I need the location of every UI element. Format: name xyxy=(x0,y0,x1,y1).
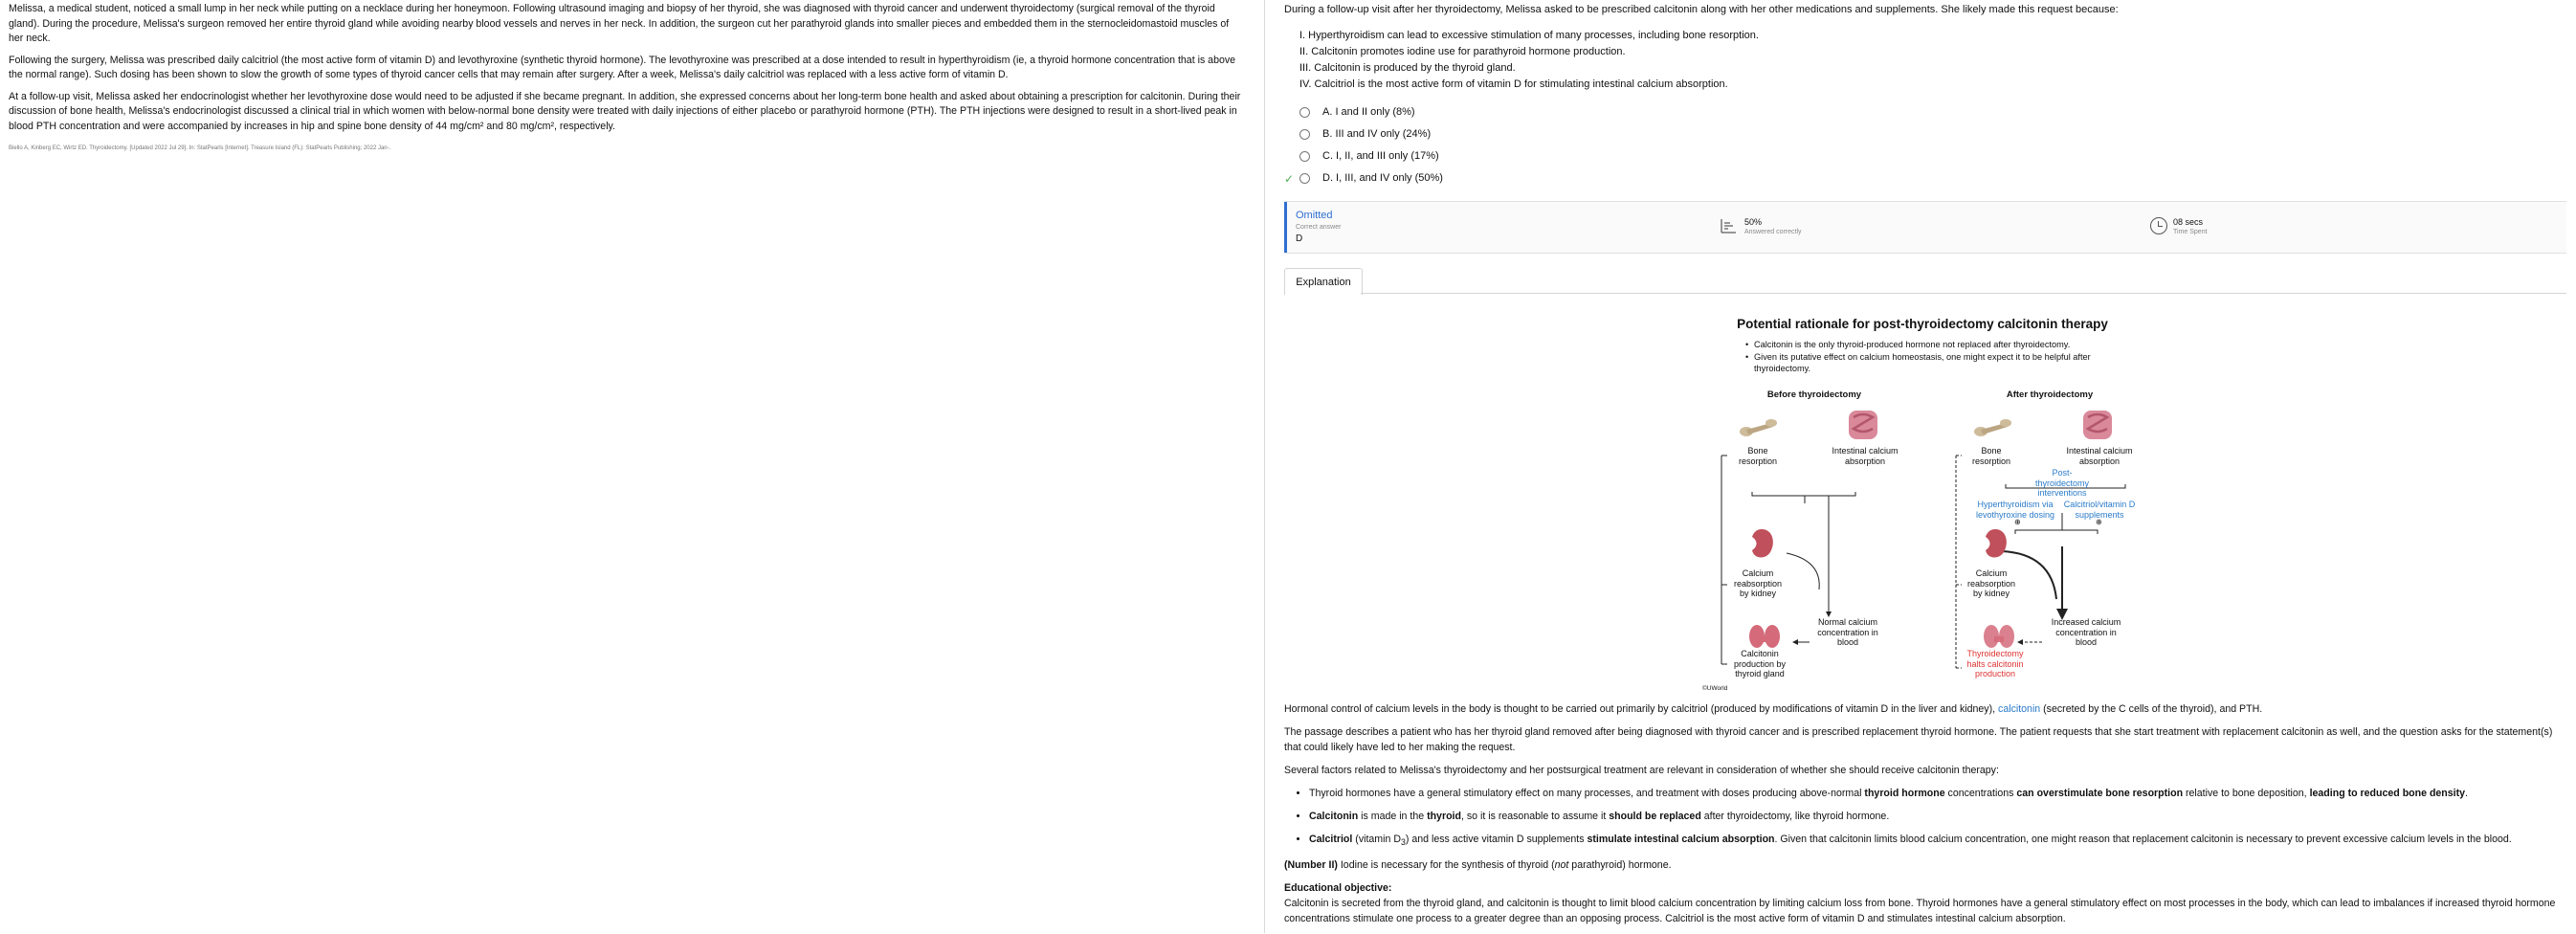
label-calcitonin-production: Calcitonin production by thyroid gland xyxy=(1733,649,1787,678)
before-heading: Before thyroidectomy xyxy=(1766,389,1862,400)
bone-icon xyxy=(1973,415,2013,440)
answer-choice-label: B. III and IV only (24%) xyxy=(1322,128,1432,140)
bold-text: thyroid hormone xyxy=(1864,788,1945,799)
label-intestinal-absorption: Intestinal calcium absorption xyxy=(1832,446,1899,466)
bold-text: stimulate intestinal calcium absorption xyxy=(1587,834,1775,845)
correct-answer-label: Correct answer xyxy=(1296,224,1342,231)
bold-text: can overstimulate bone resorption xyxy=(2016,788,2184,799)
text-span: (vitamin D xyxy=(1352,834,1401,845)
explanation-text xyxy=(1284,701,2566,934)
radio-button[interactable] xyxy=(1299,173,1310,184)
passage-citation: Biello A, Kinberg EC, Wirtz ED. Thyroidectomy. [Updated 2022 Jul 29]. In: StatPearls [Internet]. Treasure Island (FL): StatPearls Publishing; 2022 Jan-. xyxy=(9,145,391,151)
calcitonin-link[interactable]: calcitonin xyxy=(1998,703,2041,715)
checkmark-icon: ✓ xyxy=(1284,172,1295,186)
time-spent-value: 08 secs xyxy=(2173,217,2204,227)
statement-item: IV. Calcitriol is the most active form of vitamin D for stimulating intestinal calcium absorption. xyxy=(1299,78,1728,90)
text-span: Iodine is necessary for the synthesis of thyroid ( xyxy=(1337,859,1555,872)
radio-button[interactable] xyxy=(1299,129,1310,140)
answer-choice-label: C. I, II, and III only (17%) xyxy=(1322,150,1439,162)
copyright-label: ©UWorld xyxy=(1702,685,1728,692)
explanation-figure xyxy=(1702,312,2143,695)
bold-text: Calcitriol xyxy=(1309,834,1353,845)
status-omitted: Omitted xyxy=(1296,210,1333,221)
passage-paragraph: Following the surgery, Melissa was prescribed daily calcitriol (the most active form of vitamin D) and levothyroxine (synthetic thyroid hormone). The levothyroxine was prescribed at a dose intended to result in hyperthyroidism (ie, a thyroid hormone concentration that is above the normal range). Such dosing has been shown to slow the growth of some types of thyroid cancer cells that may remain after surgery. After a week, Melissa's daily calcitriol was replaced with a less active form of vitamin D. xyxy=(9,54,1236,80)
statement-item: II. Calcitonin promotes iodine use for parathyroid hormone production. xyxy=(1299,46,1626,57)
passage-pane xyxy=(0,0,1254,933)
plus-icon: ⊕ xyxy=(2096,518,2102,526)
label-increased-calcium: Increased calcium concentration in blood xyxy=(2051,617,2121,647)
text-span: after thyroidectomy, like thyroid hormone. xyxy=(1700,811,1890,822)
explanation-list xyxy=(1284,786,2566,850)
statement-item: I. Hyperthyroidism can lead to excessive stimulation of many processes, including bone resorption. xyxy=(1299,30,1759,41)
bar-chart-icon xyxy=(1720,217,1737,234)
label-bone-resorption: Bone resorption xyxy=(1738,446,1778,466)
after-heading: After thyroidectomy xyxy=(2006,389,2094,400)
figure-bullet: • Given its putative effect on calcium homeostasis, one might expect it to be helpful after thyroidectomy. xyxy=(1745,351,2128,375)
radio-button[interactable] xyxy=(1299,107,1310,118)
answer-stats-bar xyxy=(1284,201,2566,254)
explanation-list-item xyxy=(1309,832,2566,850)
text-span: Hormonal control of calcium levels in the body is thought to be carried out primarily by calcitriol (produced by modifications of vitamin D in the liver and kidney), xyxy=(1284,703,1999,715)
passage-paragraph: Melissa, a medical student, noticed a small lump in her neck while putting on a necklace during her honeymoon. Following ultrasound imaging and biopsy of her thyroid, she was diagnosed with thyroid cancer and underwent thyroidectomy (surgical removal of the thyroid gland). During the procedure, Melissa's surgeon removed her entire thyroid gland while avoiding nearby blood vessels and nerves in her neck. In addition, the surgeon cut her parathyroid glands into smaller pieces and embedded them in the sternocleidomastoid muscles of her neck. xyxy=(9,3,1230,44)
explanation-list-item xyxy=(1309,809,2566,824)
label-thyroidectomy-halts: Thyroidectomy halts calcitonin production xyxy=(1966,649,2024,678)
educational-objective-text: Calcitonin is secreted from the thyroid gland, and calcitonin is thought to limit blood calcium concentration by limiting calcium loss from bone. Thyroid hormones have a general stimulatory effect on most processes in the body, which can lead to imbalances if increased thyroid hormone concentrations stimulate one process to a greater degree than an opposing process. Calcitriol is the most active form of vitamin D and stimulates intestinal calcium absorption. xyxy=(1284,898,2556,925)
percent-correct-value: 50% xyxy=(1744,217,1763,227)
text-span: parathyroid) hormone. xyxy=(1568,859,1672,872)
passage-paragraph: At a follow-up visit, Melissa asked her endocrinologist whether her levothyroxine dose would need to be adjusted if she became pregnant. In addition, she expressed concerns about her long-term bone health and asked about obtaining a prescription for calcitonin. During their discussion of bone health, Melissa's endocrinologist discussed a clinical trial in which women with below-normal bone density were treated with daily injections of either placebo or parathyroid hormone (PTH). The PTH injections were designed to result in a short-lived peak in blood PTH concentration and were accompanied by increases in hip and spine bone density of 44 mg/cm² and 80 mg/cm², respectively. xyxy=(9,90,1241,132)
radio-button[interactable] xyxy=(1299,151,1310,162)
text-span: Thyroid hormones have a general stimulatory effect on many processes, and treatment with doses producing above-normal xyxy=(1309,788,1865,799)
answer-choice-a[interactable] xyxy=(1284,102,2566,124)
bold-text: leading to reduced bone density xyxy=(2309,788,2466,799)
question-stem: During a follow-up visit after her thyroidectomy, Melissa asked to be prescribed calcitonin along with her other medications and supplements. She likely made this request because: xyxy=(1284,4,2119,15)
label-bone-resorption: Bone resorption xyxy=(1971,446,2011,466)
explanation-paragraph: Several factors related to Melissa's thyroidectomy and her postsurgical treatment are relevant in consideration of whether she should receive calcitonin therapy: xyxy=(1284,765,1999,776)
question-pane xyxy=(1284,0,2566,933)
kidney-icon xyxy=(1982,527,2009,562)
text-span: ) and less active vitamin D supplements xyxy=(1405,834,1588,845)
thyroid-icon xyxy=(1983,623,2015,650)
label-kidney-reabsorption: Calcium reabsorption by kidney xyxy=(1733,568,1783,598)
pane-divider[interactable] xyxy=(1264,0,1265,933)
figure-bullet: • Calcitonin is the only thyroid-produced hormone not replaced after thyroidectomy. xyxy=(1745,339,2128,351)
text-span: relative to bone deposition, xyxy=(2183,788,2310,799)
answer-choice-label: A. I and II only (8%) xyxy=(1322,106,1415,118)
percent-correct-label: Answered correctly xyxy=(1744,229,1802,235)
kidney-icon xyxy=(1748,527,1775,562)
clock-icon xyxy=(2150,217,2167,234)
explanation-paragraph xyxy=(1284,701,2566,717)
text-span: is made in the xyxy=(1358,811,1428,822)
time-spent-label: Time Spent xyxy=(2173,229,2208,235)
answer-choice-b[interactable] xyxy=(1284,124,2566,146)
educational-objective-heading: Educational objective: xyxy=(1284,882,1392,895)
correct-answer-value: D xyxy=(1296,234,1303,244)
bone-icon xyxy=(1739,415,1779,440)
bold-text: (Number II) xyxy=(1284,859,1338,872)
text-span: . xyxy=(2465,788,2468,799)
status-accent-bar xyxy=(1284,202,1287,253)
plus-icon: ⊕ xyxy=(2014,518,2021,526)
explanation-paragraph xyxy=(1284,857,2566,873)
label-intestinal-absorption: Intestinal calcium absorption xyxy=(2066,446,2133,466)
answer-choice-c[interactable] xyxy=(1284,146,2566,168)
explanation-list-item xyxy=(1309,786,2566,801)
label-hyperthyroidism: Hyperthyroidism via levothyroxine dosing xyxy=(1975,500,2055,520)
bold-text: thyroid xyxy=(1427,811,1461,822)
answer-choice-label: D. I, III, and IV only (50%) xyxy=(1322,172,1443,184)
label-kidney-reabsorption: Calcium reabsorption by kidney xyxy=(1966,568,2016,598)
answer-choices xyxy=(1284,102,2566,190)
label-calcitriol-supplements: Calcitriol/vitamin D supplements xyxy=(2063,500,2136,520)
label-normal-calcium: Normal calcium concentration in blood xyxy=(1817,617,1878,647)
bold-text: should be replaced xyxy=(1609,811,1701,822)
text-span: , so it is reasonable to assume it xyxy=(1460,811,1610,822)
figure-title: Potential rationale for post-thyroidectomy calcitonin therapy xyxy=(1737,317,2108,331)
text-span: concentrations xyxy=(1944,788,2017,799)
intestine-icon xyxy=(2080,408,2115,442)
text-span: . Given that calcitonin limits blood calcium concentration, one might reason that replacement calcitonin is necessary to prevent excessive calcium levels in the blood. xyxy=(1774,834,2512,845)
subscript-text: 3 xyxy=(1400,837,1406,848)
italic-text: not xyxy=(1554,859,1569,872)
label-post-interventions: Post-thyroidectomy interventions xyxy=(2034,468,2090,498)
text-span: (secreted by the C cells of the thyroid), and PTH. xyxy=(2040,703,2263,715)
thyroid-icon xyxy=(1748,623,1781,650)
explanation-paragraph: The passage describes a patient who has her thyroid gland removed after being diagnosed with thyroid cancer and is prescribed replacement thyroid hormone. The patient requests that she start treatment with replacement calcitonin as well, and the question asks for the statement(s) that could likely have led to her making the request. xyxy=(1284,726,2553,753)
statement-item: III. Calcitonin is produced by the thyroid gland. xyxy=(1299,62,1516,74)
tab-explanation[interactable]: Explanation xyxy=(1284,268,1363,295)
bold-text: Calcitonin xyxy=(1309,811,1359,822)
intestine-icon xyxy=(1846,408,1880,442)
answer-choice-d[interactable] xyxy=(1284,168,2566,190)
tab-underline xyxy=(1361,293,2566,294)
statement-list xyxy=(1299,28,2566,93)
